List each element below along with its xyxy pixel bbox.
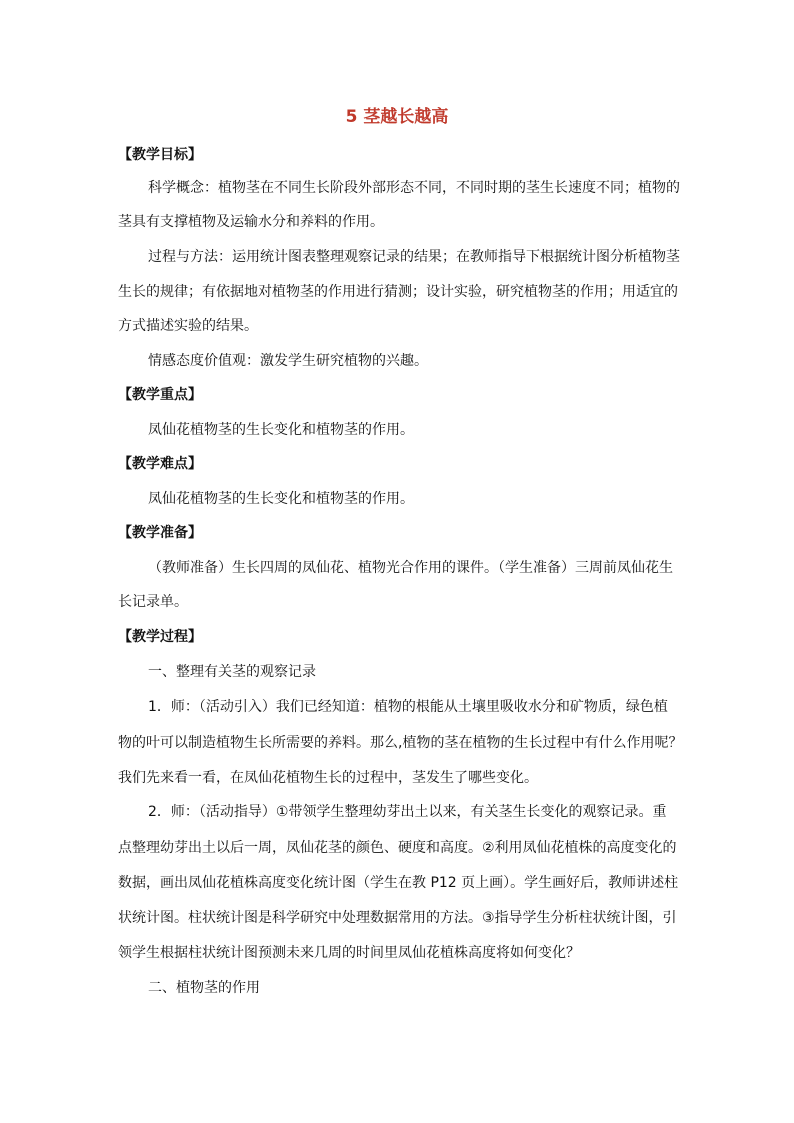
step2-text-line-2: 点整理幼芽出土以后一周，凤仙花茎的颜色、硬度和高度。②利用凤仙花植株的高度变化的 [118,840,677,856]
step1-text-line-1: 1．师：（活动引入）我们已经知道：植物的根能从土壤里吸收水分和矿物质，绿色植 [148,699,668,715]
heading-difficulties: 【教学难点】 [118,456,202,472]
step2-text-line-4: 状统计图。柱状统计图是科学研究中处理数据常用的方法。③指导学生分析柱状统计图，引 [118,910,677,926]
key-points-text: 凤仙花植物茎的生长变化和植物茎的作用。 [148,422,414,438]
process-section-2: 二、植物茎的作用 [148,980,260,996]
method-text-line-3: 方式描述实验的结果。 [118,318,258,334]
heading-objectives: 【教学目标】 [118,147,202,163]
concept-text-line-2: 茎具有支撑植物及运输水分和养料的作用。 [118,214,384,230]
page-title: 5 茎越长越高 [345,107,449,127]
step1-text-line-2: 物的叶可以制造植物生长所需要的养料。那么,植物的茎在植物的生长过程中有什么作用呢？ [118,735,683,751]
preparation-text-line-2: 长记录单。 [118,594,188,610]
difficulties-text: 凤仙花植物茎的生长变化和植物茎的作用。 [148,491,414,507]
step1-text-line-3: 我们先来看一看，在凤仙花植物生长的过程中，茎发生了哪些变化。 [118,770,538,786]
concept-text-line-1: 科学概念：植物茎在不同生长阶段外部形态不同，不同时期的茎生长速度不同；植物的 [148,180,680,196]
preparation-text-line-1: （教师准备）生长四周的凤仙花、植物光合作用的课件。（学生准备）三周前凤仙花生 [148,560,673,576]
heading-key-points: 【教学重点】 [118,387,202,403]
step2-text-line-3: 数据，画出凤仙花植株高度变化统计图（学生在教 P12 页上画）。学生画好后，教师讲述柱 [118,875,679,891]
step2-text-line-5: 领学生根据柱状统计图预测未来几周的时间里凤仙花植株高度将如何变化？ [118,945,580,961]
attitude-text-line-1: 情感态度价值观：激发学生研究植物的兴趣。 [148,353,428,369]
method-text-line-2: 生长的规律；有依据地对植物茎的作用进行猜测；设计实验，研究植物茎的作用；用适宜的 [118,284,678,300]
step2-text-line-1: 2．师：（活动指导）①带领学生整理幼芽出土以来，有关茎生长变化的观察记录。重 [148,804,667,820]
heading-process: 【教学过程】 [118,629,202,645]
heading-preparation: 【教学准备】 [118,525,202,541]
method-text-line-1: 过程与方法：运用统计图表整理观察记录的结果；在教师指导下根据统计图分析植物茎 [148,249,680,265]
process-section-1: 一、整理有关茎的观察记录 [148,664,316,680]
